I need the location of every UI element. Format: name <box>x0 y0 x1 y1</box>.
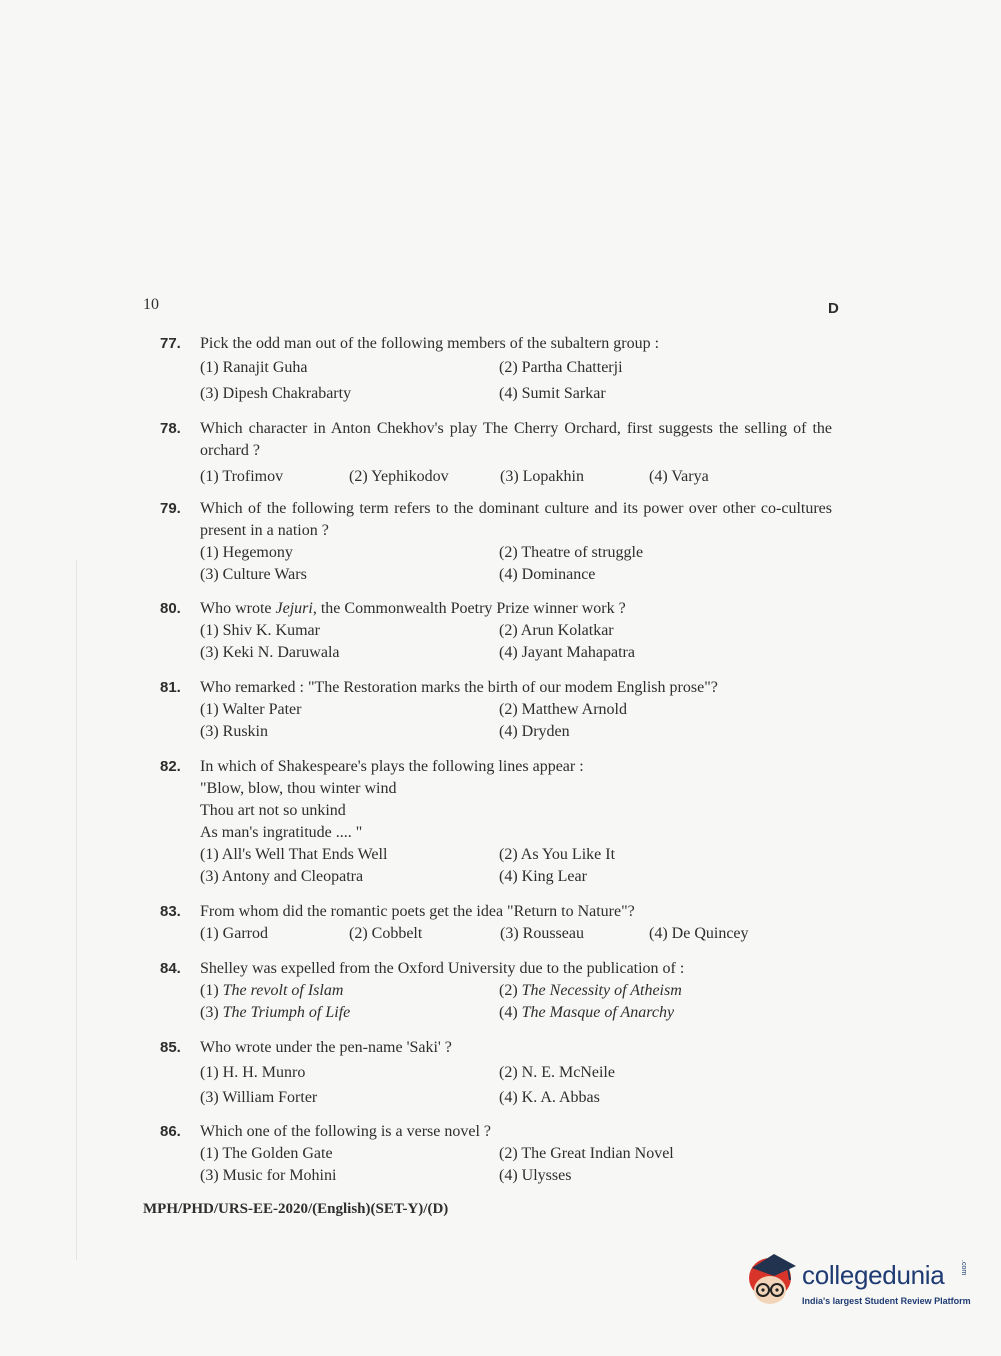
option-4: (4) Ulysses <box>499 1167 572 1184</box>
option-4: (4) Sumit Sarkar <box>499 385 606 402</box>
question-84 <box>160 958 840 1024</box>
option-4: (4) De Quincey <box>649 925 749 942</box>
question-81 <box>160 677 840 743</box>
question-80 <box>160 598 840 664</box>
set-letter: D <box>828 300 839 317</box>
mascot-icon <box>744 1250 802 1312</box>
option-4 <box>499 1002 799 1024</box>
question-text: From whom did the romantic poets get the idea "Return to Nature"? <box>200 903 635 920</box>
question-number: 82. <box>160 758 181 775</box>
paper-code: MPH/PHD/URS-EE-2020/(English)(SET-Y)/(D) <box>143 1201 449 1217</box>
option-4: (4) Dominance <box>499 566 596 583</box>
quote-line-1: "Blow, blow, thou winter wind <box>200 780 397 797</box>
question-83 <box>160 901 840 945</box>
option-4: (4) Dryden <box>499 723 570 740</box>
option-1: (1) Ranajit Guha <box>200 359 308 376</box>
question-text: Who remarked : "The Restoration marks the birth of our modem English prose"? <box>200 679 718 696</box>
option-3: (3) Antony and Cleopatra <box>200 868 364 885</box>
option-1: (1) H. H. Munro <box>200 1064 306 1081</box>
question-text-before: Who wrote <box>200 600 276 617</box>
question-77 <box>160 333 840 405</box>
question-number: 84. <box>160 960 181 977</box>
option-4: (4) K. A. Abbas <box>499 1089 600 1106</box>
question-text: In which of Shakespeare's plays the following lines appear : <box>200 758 584 775</box>
option-4: (4) Jayant Mahapatra <box>499 644 635 661</box>
option-1: (1) Hegemony <box>200 544 293 561</box>
option-2: (2) Yephikodov <box>349 468 449 485</box>
question-86 <box>160 1121 840 1187</box>
option-prefix: (2) <box>499 982 522 999</box>
question-78 <box>160 418 840 488</box>
question-number: 79. <box>160 500 181 517</box>
question-text: Pick the odd man out of the following members of the subaltern group : <box>200 335 660 352</box>
book-title: The Triumph of Life <box>222 1004 351 1021</box>
book-title: The revolt of Islam <box>222 982 344 999</box>
question-number: 85. <box>160 1039 181 1056</box>
question-text: Shelley was expelled from the Oxford University due to the publication of : <box>200 960 685 977</box>
page-number: 10 <box>143 296 159 313</box>
option-4: (4) King Lear <box>499 868 587 885</box>
book-title: The Masque of Anarchy <box>521 1004 675 1021</box>
question-text: Who wrote under the pen-name 'Saki' ? <box>200 1039 452 1056</box>
scan-edge-line <box>76 560 77 1260</box>
question-82 <box>160 756 840 888</box>
option-2: (2) Theatre of struggle <box>499 544 644 561</box>
question-text: Which one of the following is a verse novel ? <box>200 1123 492 1140</box>
book-title: The Necessity of Atheism <box>521 982 682 999</box>
option-2: (2) Matthew Arnold <box>499 701 627 718</box>
option-2: (2) Arun Kolatkar <box>499 622 614 639</box>
collegedunia-logo <box>744 1250 974 1320</box>
option-3: (3) Dipesh Chakrabarty <box>200 385 352 402</box>
option-3: (3) Culture Wars <box>200 566 307 583</box>
option-2: (2) The Great Indian Novel <box>499 1145 674 1162</box>
question-text-after: , the Commonwealth Poetry Prize winner work ? <box>312 600 626 617</box>
option-3 <box>200 1002 499 1024</box>
question-text: Which of the following term refers to the dominant culture and its power over other co-cultures present in a nation ? <box>200 500 832 539</box>
option-2 <box>499 980 799 1002</box>
question-number: 78. <box>160 420 181 437</box>
question-text <box>200 598 832 620</box>
option-3: (3) Lopakhin <box>500 468 584 485</box>
option-3: (3) Music for Mohini <box>200 1167 337 1184</box>
quote-line-2: Thou art not so unkind <box>200 802 346 819</box>
option-1: (1) All's Well That Ends Well <box>200 846 388 863</box>
logo-com: .com <box>960 1260 967 1276</box>
option-2: (2) Cobbelt <box>349 925 423 942</box>
logo-wordmark: collegedunia <box>802 1260 945 1290</box>
option-prefix: (3) <box>200 1004 223 1021</box>
question-79 <box>160 498 840 586</box>
question-85 <box>160 1037 840 1109</box>
book-title: Jejuri <box>275 600 313 617</box>
option-1: (1) The Golden Gate <box>200 1145 333 1162</box>
option-1: (1) Walter Pater <box>200 701 302 718</box>
option-2: (2) Partha Chatterji <box>499 359 623 376</box>
option-prefix: (4) <box>499 1004 522 1021</box>
option-3: (3) Keki N. Daruwala <box>200 644 340 661</box>
option-3: (3) Ruskin <box>200 723 268 740</box>
option-1 <box>200 980 499 1002</box>
question-number: 81. <box>160 679 181 696</box>
question-number: 83. <box>160 903 181 920</box>
quote-line-3: As man's ingratitude .... " <box>200 824 363 841</box>
question-number: 86. <box>160 1123 181 1140</box>
option-3: (3) William Forter <box>200 1089 318 1106</box>
option-2: (2) N. E. McNeile <box>499 1064 615 1081</box>
question-number: 80. <box>160 600 181 617</box>
logo-tagline: India's largest Student Review Platform <box>802 1296 971 1306</box>
question-text: Which character in Anton Chekhov's play The Cherry Orchard, first suggests the selling of the orchard ? <box>200 420 832 459</box>
option-4: (4) Varya <box>649 468 709 485</box>
option-3: (3) Rousseau <box>500 925 584 942</box>
option-1: (1) Garrod <box>200 925 268 942</box>
option-prefix: (1) <box>200 982 223 999</box>
question-number: 77. <box>160 335 181 352</box>
option-2: (2) As You Like It <box>499 846 616 863</box>
option-1: (1) Trofimov <box>200 468 284 485</box>
option-1: (1) Shiv K. Kumar <box>200 622 320 639</box>
